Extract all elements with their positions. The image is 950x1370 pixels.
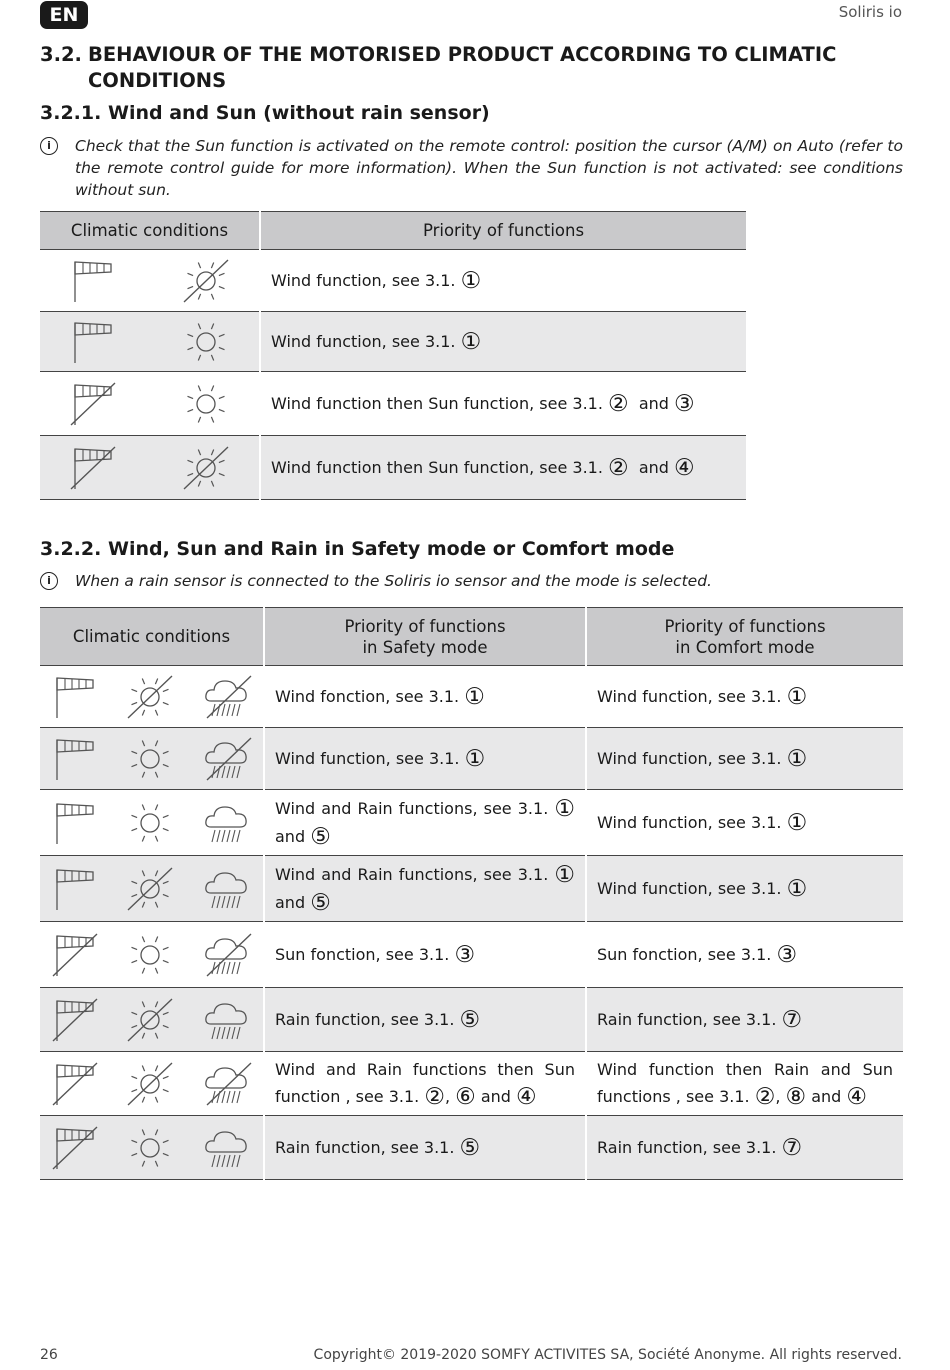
step-number: ② xyxy=(608,390,629,417)
safety-mode-cell: Wind function, see 3.1. ① xyxy=(264,728,586,790)
table-row xyxy=(40,372,746,436)
section-heading xyxy=(40,42,840,94)
climatic-conditions-cell xyxy=(40,1116,264,1180)
rain-icon xyxy=(201,997,253,1043)
sun-icon xyxy=(182,381,230,427)
no-sun-icon xyxy=(126,674,174,720)
safety-mode-cell: Wind and Rain functions, see 3.1. ① and ⑤ xyxy=(264,790,586,856)
wind-icon xyxy=(51,674,99,720)
sun-icon xyxy=(126,736,174,782)
safety-mode-cell: Rain function, see 3.1. ⑤ xyxy=(264,1116,586,1180)
climatic-conditions-cell xyxy=(40,922,264,988)
climatic-conditions-cell xyxy=(40,728,264,790)
climatic-conditions-cell xyxy=(40,856,264,922)
page-number: 26 xyxy=(40,1347,58,1363)
col-safety-mode xyxy=(264,608,586,666)
climatic-conditions-cell xyxy=(40,250,260,312)
rain-icon xyxy=(201,800,253,846)
no-wind-icon xyxy=(69,381,117,427)
subsection-1-note xyxy=(40,135,903,201)
rain-icon xyxy=(201,1125,253,1171)
wind-icon xyxy=(51,866,99,912)
col-comfort-line1: Priority of functions xyxy=(664,616,826,636)
col-comfort-line2: in Comfort mode xyxy=(675,637,815,657)
no-sun-icon xyxy=(126,997,174,1043)
subsection-2-heading xyxy=(40,538,674,560)
wind-sun-table xyxy=(40,211,746,500)
safety-mode-cell: Wind fonction, see 3.1. ① xyxy=(264,666,586,728)
subsection-1-note-text: Check that the Sun function is activated on the remote control: position the cursor (A/M) on Auto (refer to the remote control guide for more information). When the Sun function is not activated: see conditions without sun. xyxy=(75,137,903,199)
safety-mode-cell: Wind and Rain functions, see 3.1. ① and ⑤ xyxy=(264,856,586,922)
subsection-2-title: Wind, Sun and Rain in Safety mode or Comfort mode xyxy=(108,538,675,560)
sun-icon xyxy=(182,319,230,365)
subsection-1-number: 3.2.1. xyxy=(40,102,102,124)
wind-icon xyxy=(69,258,117,304)
col-priority: Priority of functions xyxy=(260,212,746,250)
col-safety-line2: in Safety mode xyxy=(362,637,488,657)
comfort-mode-cell: Wind function, see 3.1. ① xyxy=(586,790,903,856)
no-wind-icon xyxy=(51,997,99,1043)
table-row xyxy=(40,312,746,372)
wind-icon xyxy=(51,736,99,782)
climatic-conditions-cell xyxy=(40,790,264,856)
table-row xyxy=(40,922,903,988)
col-climatic-conditions: Climatic conditions xyxy=(40,212,260,250)
climatic-conditions-cell xyxy=(40,312,260,372)
priority-text: Wind function then Sun function, see 3.1. xyxy=(271,457,603,477)
subsection-2-number: 3.2.2. xyxy=(40,538,102,560)
step-number: ① xyxy=(460,328,482,355)
sun-icon xyxy=(126,800,174,846)
safety-mode-cell: Rain function, see 3.1. ⑤ xyxy=(264,988,586,1052)
priority-cell xyxy=(260,312,746,372)
info-icon: i xyxy=(40,572,58,590)
table-row xyxy=(40,1116,903,1180)
no-rain-icon xyxy=(201,736,253,782)
step-number: ② xyxy=(608,454,629,481)
section-title: BEHAVIOUR OF THE MOTORISED PRODUCT ACCORDING TO CLIMATIC CONDITIONS xyxy=(88,43,837,92)
subsection-2-note-text: When a rain sensor is connected to the Soliris io sensor and the mode is selected. xyxy=(75,572,712,590)
no-wind-icon xyxy=(51,1061,99,1107)
table-row xyxy=(40,988,903,1052)
no-wind-icon xyxy=(51,1125,99,1171)
no-sun-icon xyxy=(182,258,230,304)
comfort-mode-cell: Sun fonction, see 3.1. ③ xyxy=(586,922,903,988)
step-number: ③ xyxy=(674,390,695,417)
sun-icon xyxy=(126,932,174,978)
section-number: 3.2. xyxy=(40,43,82,66)
climatic-conditions-cell xyxy=(40,372,260,436)
priority-text: Wind function, see 3.1. xyxy=(271,331,456,351)
priority-text: Wind function then Sun function, see 3.1. xyxy=(271,393,603,413)
no-wind-icon xyxy=(69,445,117,491)
priority-cell: Wind function then Sun function, see 3.1. ② and ③ xyxy=(260,372,746,436)
priority-cell xyxy=(260,250,746,312)
table-row xyxy=(40,728,903,790)
comfort-mode-cell: Rain function, see 3.1. ⑦ xyxy=(586,988,903,1052)
table-row xyxy=(40,250,746,312)
no-rain-icon xyxy=(201,674,253,720)
safety-mode-cell: Sun fonction, see 3.1. ③ xyxy=(264,922,586,988)
product-name: Soliris io xyxy=(838,3,902,21)
priority-cell: Wind function then Sun function, see 3.1. ② and ④ xyxy=(260,436,746,500)
comfort-mode-cell: Wind function, see 3.1. ① xyxy=(586,856,903,922)
subsection-1-title: Wind and Sun (without rain sensor) xyxy=(108,102,490,124)
language-badge: EN xyxy=(40,1,88,29)
table-row xyxy=(40,1052,903,1116)
rain-icon xyxy=(201,866,253,912)
table-row xyxy=(40,790,903,856)
table-row xyxy=(40,666,903,728)
comfort-mode-cell: Wind function, see 3.1. ① xyxy=(586,728,903,790)
priority-text: Wind function, see 3.1. xyxy=(271,270,456,290)
step-number: ① xyxy=(460,267,482,294)
sun-icon xyxy=(126,1125,174,1171)
climatic-conditions-cell xyxy=(40,436,260,500)
safety-mode-cell: Wind and Rain functions then Sun function , see 3.1. ②, ⑥ and ④ xyxy=(264,1052,586,1116)
no-sun-icon xyxy=(182,445,230,491)
subsection-2-note xyxy=(40,570,903,592)
step-number: ④ xyxy=(674,454,695,481)
subsection-1-heading xyxy=(40,102,490,124)
climatic-conditions-cell xyxy=(40,1052,264,1116)
info-icon: i xyxy=(40,137,58,155)
climatic-conditions-cell xyxy=(40,988,264,1052)
no-rain-icon xyxy=(201,932,253,978)
comfort-mode-cell: Wind function, see 3.1. ① xyxy=(586,666,903,728)
wind-icon xyxy=(51,800,99,846)
table-row xyxy=(40,856,903,922)
copyright: Copyright© 2019-2020 SOMFY ACTIVITES SA, Société Anonyme. All rights reserved. xyxy=(313,1347,902,1363)
no-sun-icon xyxy=(126,866,174,912)
comfort-mode-cell: Wind function then Rain and Sun functions , see 3.1. ②, ⑧ and ④ xyxy=(586,1052,903,1116)
comfort-mode-cell: Rain function, see 3.1. ⑦ xyxy=(586,1116,903,1180)
col-comfort-mode xyxy=(586,608,903,666)
no-sun-icon xyxy=(126,1061,174,1107)
col-safety-line1: Priority of functions xyxy=(344,616,506,636)
wind-icon xyxy=(69,319,117,365)
no-wind-icon xyxy=(51,932,99,978)
col-climatic-conditions: Climatic conditions xyxy=(40,608,264,666)
climatic-conditions-cell xyxy=(40,666,264,728)
table-row xyxy=(40,436,746,500)
no-rain-icon xyxy=(201,1061,253,1107)
wind-sun-rain-table xyxy=(40,607,903,1180)
